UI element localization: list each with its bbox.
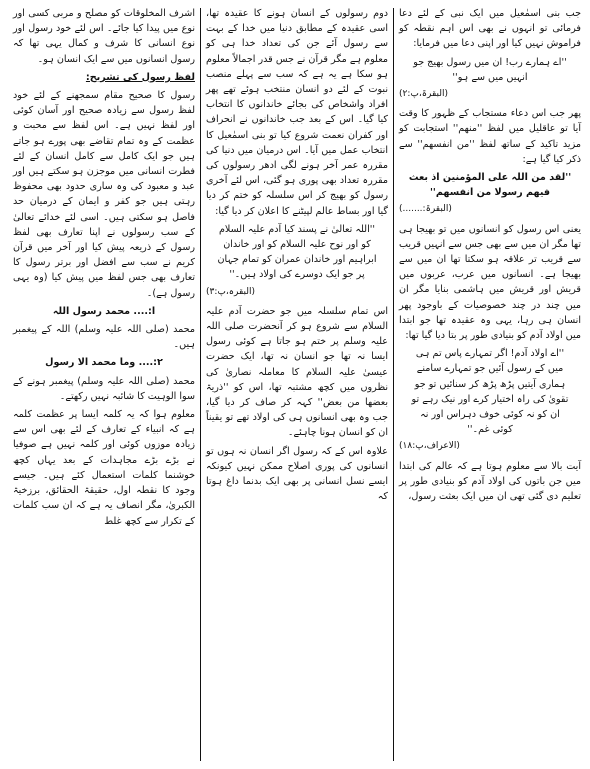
paragraph: یعنی اس رسول کو انسانوں میں تو بھیجا ہی تھا مگر ان میں سے بھی جس سے انہیں قریب سے قریب تر علاقہ ہو سکتا تھا ان میں سے بھیجا ہے۔ انسانوں میں عرب، عربوں میں قریش اور قریش میں ہاشمی بنایا مگر ان میں چند در چند خصوصیات کے باوجود پھر انسان ہی رہا، یہی وہ عقیدہ تھا جو ابتدا میں اولاد آدم کو بنیادی طور پر بتا دیا گیا تھا: [399,223,581,342]
paragraph: جب بنی اسمٰعیل میں ایک نبی کے لئے دعا فرمائی تو انہوں نے بھی اس اہم نقطہ کو فراموش نہیں کیا اور اپنی دعا میں فرمایا: [399,8,581,50]
reference: (البقرہ،پ:۳) [206,286,256,297]
paragraph: رسول کا صحیح مقام سمجھنے کے لئے خود لفظ رسول سے زیادہ صحیح اور آسان کوئی اور لفظ نہیں ہے۔ اس لفظ سے محبت و عظمت کے وہ تمام تقاضے بھی پورے ہو جاتے ہیں جو ایک کامل سے کامل انسان کے لئے فطرت انسانی میں موجزن ہو سکتے ہیں اور عبد و معبود کی وہ ساری حدود بھی محفوظ رہتی ہیں جو کفر و ایمان کے درمیان حد فاصل ہو سکتی ہیں۔ اسی لئے خدائے تعالیٰ کے سب رسولوں نے اپنا تعارف بھی لفظ رسول کے ذریعہ پیش کیا اور آخر میں قرآن کریم نے سب سے افضل اور برتر رسول کا تعارف بھی جس لفظ میں پیش کیا (وہ یہی رسول ہے)۔ [13,90,195,299]
section-heading: لفظ رسول کی تشریح: [85,71,195,83]
reference: (البقرۃ:.......) [399,204,452,215]
paragraph: پھر جب اس دعاء مستجاب کے ظہور کا وقت آیا تو عاقلیل میں لفظ ''منھم'' استجابت کو مزید تاکید کے ساتھ لفظ ''من انفسھم'' سے ذکر کیا گیا ہے: [399,108,581,165]
paragraph: آیت بالا سے معلوم ہوتا ہے کہ عالم کی ابتدا میں جن باتوں کی اولاد آدم کو بنیادی طور پر تعلیم دی گئی تھی ان میں ایک بعثت رسول، [399,460,581,503]
paragraph: دوم رسولوں کے انسان ہونے کا عقیدہ تھا، اسی عقیدہ کے مطابق دنیا میں خدا کے بہت سے رسول آئے جن کی تعداد خدا ہی کو معلوم ہے مگر قرآن نے جس قدر اجمالاً معلوم ہو سکا ہے یہ ہے کہ سب سے پہلے منصب نبوت کے لئے دو انسان منتخب ہوئے تھے پھر افراد واشخاص کی بجائے خاندانوں کا انتخاب کیا گیا۔ اس کے بعد جب خاندانوں نے انحراف اور کفران نعمت شروع کیا تو بنی اسمٰعیل کا انتخاب عمل میں آیا۔ اس درمیان میں دنیا کی مقررہ عمر آخر ہونے لگی ادھر رسولوں کی مقررہ تعداد بھی پوری ہو گئی، اس لئے آخری رسول کو بھیج کر اس سلسلہ کو ختم کر دیا گیا اور بساط عالم لپیٹنے کا اعلان کر دیا گیا: [206,8,388,217]
column-left [8,6,200,763]
column-right [394,6,586,763]
quote: ''اے اولاد آدم! اگر تمہارے پاس تم ہی میں کے رسول آئیں جو تمہارے سامنے ہماری آیتیں پڑھ پڑھ کر سنائیں تو جو تقویٰ کی راہ اختیار کرے اور نیک رہے تو ان کو نہ کوئی خوف دہراس اور نہ کوئی غم۔'' [411,348,569,436]
arabic-verse: ''لقد من اللہ علی المؤمنین اذ بعث فیھم رسولا من انفسھم'' [408,172,572,199]
reference: (البقرۃ،پ:۲) [399,89,449,100]
paragraph: علاوہ اس کے کہ رسول اگر انسان نہ ہوں تو انسانوں کی پوری اصلاح ممکن نہیں کیونکہ ایسے نسل انسانی پر بھی ایک بدنما داغ ہوتا کہ [206,445,388,503]
list-item-translation: محمد (صلی اللہ علیہ وسلم) اللہ کے پیغمبر ہیں۔ [13,324,195,351]
list-item: ۲:.... وما محمد الا رسول [45,357,163,369]
list-item-translation: محمد (صلی اللہ علیہ وسلم) پیغمبر ہونے کے سوا الوہیت کا شائبہ نہیں رکھتے۔ [13,375,195,402]
quote: ''اے ہمارے رب! ان میں رسول بھیج جو انہیں میں سے ہو'' [413,56,567,83]
paragraph: اس تمام سلسلہ میں جو حضرت آدم علیہ السلام سے شروع ہو کر آنحضرت صلی اللہ علیہ وسلم پر ختم ہو جاتا ہے کوئی رسول ایسا نہ تھا جو انسان نہ تھا، ایک حضرت عیسیٰ علیہ السلام کا معاملہ نصاریٰ کی نظروں میں کچھ مشتبہ تھا، اس کو ''ذریۃ بعضھا من بعض'' کہہ کر صاف کر دیا گیا، جب وہ بھی انسانوں ہی کی اولاد تھے تو یقیناً ان کو انسان ہونا چاہئے۔ [206,305,388,439]
quote: ''اللہ تعالیٰ نے پسند کیا آدم علیہ السلام کو اور نوح علیہ السلام کو اور خاندان ابراہیم اور خاندان عمران کو تمام جہان پر جو ایک دوسرے کی اولاد ہیں۔'' [217,223,377,281]
reference: (الاعراف،پ:۱۸) [399,441,460,452]
paragraph: معلوم ہوا کہ یہ کلمہ ایسا پر عظمت کلمہ ہے کہ انبیاء کے تعارف کے لئے بھی اس سے زیادہ موزوں کوئی اور کلمہ نہیں ہے صوفیا نے بڑے بڑے مجاہدات کے بعد یہاں کچھ خوشنما کلمات استعمال کئے ہیں۔ جیسے وجود کا نقطہ اول، حقیقۃ الحقائق، برزخیۃ الکبریٰ، مگر انصاف یہ ہے کہ ان سب کلمات کے تکرار سے کچھ غلط [13,409,195,527]
list-item: ا:.... محمد رسول اللہ [52,305,156,317]
column-middle [201,6,393,763]
paragraph: اشرف المخلوقات کو مصلح و مربی کسی اور نوع میں پیدا کیا جائے۔ اس لئے خود رسول اور نوع انسانی کا شرف و کمال یہی تھا کہ رسول انسانوں میں سے ایک انسان ہو۔ [13,8,195,65]
